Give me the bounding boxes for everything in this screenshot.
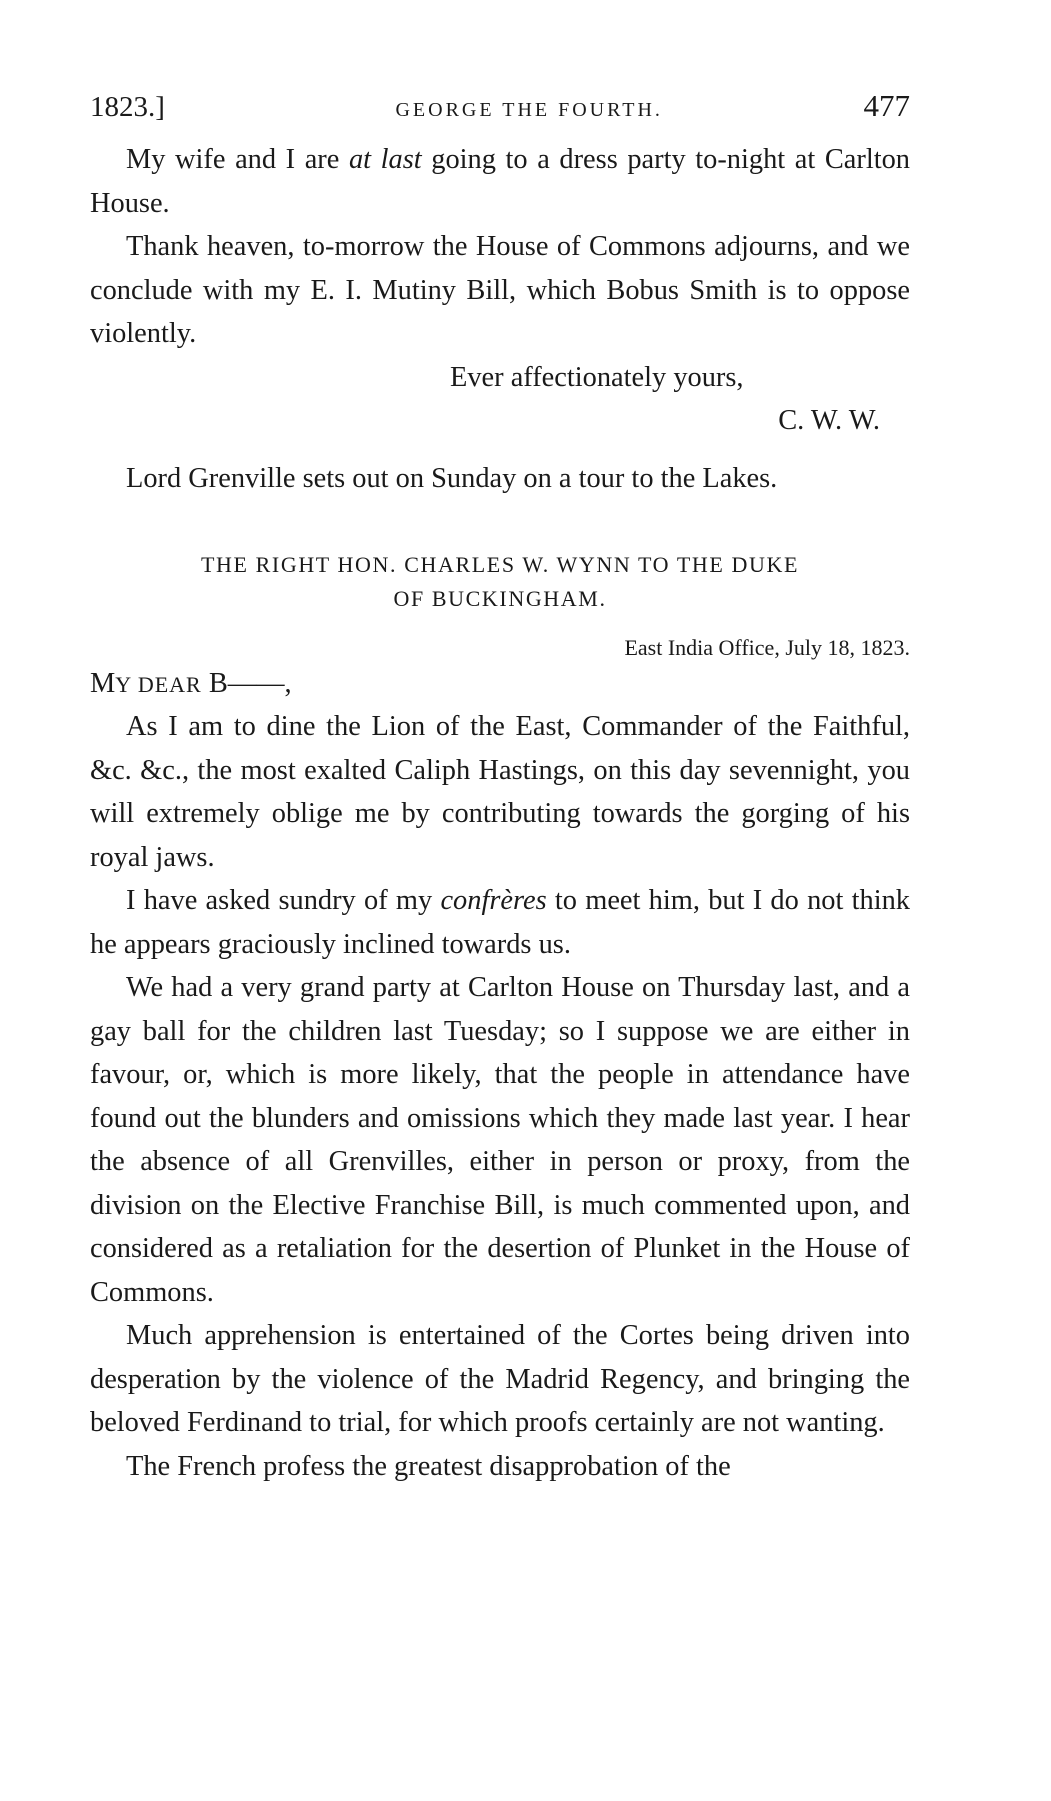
letter2-salutation	[90, 664, 910, 705]
letter2-paragraph-5: The French profess the greatest disapprobation of the	[126, 1450, 731, 1482]
letter1-signature: C. W. W.	[778, 405, 880, 436]
letter2-heading	[90, 548, 910, 616]
letter1-paragraph-2: Thank heaven, to-morrow the House of Commons adjourns, and we conclude with my E. I. Mutiny Bill, which Bobus Smith is to oppose violently.	[90, 231, 910, 349]
letter2-paragraph-4: Much apprehension is entertained of the Cortes being driven into desperation by the violence of the Madrid Regency, and bringing the beloved Ferdinand to trial, for which proofs certainly are not wanting.	[90, 1320, 910, 1438]
letter2-dateline: East India Office, July 18, 1823.	[624, 635, 910, 660]
salutation-small-caps: Y DEAR	[115, 672, 202, 697]
italic-phrase: confrères	[440, 885, 547, 916]
letter2-heading-line-1: THE RIGHT HON. CHARLES W. WYNN TO THE DUKE	[200, 552, 800, 577]
text-run: to meet him, but I do not think he appears graciously inclined towards us.	[90, 885, 910, 960]
running-head	[90, 88, 910, 138]
letter1-paragraph-1	[90, 138, 910, 225]
letter2-paragraph-2	[90, 879, 910, 966]
book-page	[90, 88, 910, 1488]
italic-phrase: at last	[348, 144, 422, 175]
header-title: GEORGE THE FOURTH.	[395, 99, 663, 121]
page-number: 477	[863, 88, 910, 123]
letter1-postscript: Lord Grenville sets out on Sunday on a tour to the Lakes.	[126, 462, 778, 494]
salutation-initial: M	[90, 668, 116, 699]
text-run: going to a dress party to-night at Carlton House.	[90, 144, 910, 219]
letter1-closing: Ever affectionately yours,	[450, 361, 744, 393]
letter2-paragraph-3: We had a very grand party at Carlton House on Thursday last, and a gay ball for the children last Tuesday; so I suppose we are either in favour, or, which is more likely, that the people in attendance have found out the blunders and omissions which they made last year. I hear the absence of all Grenvilles, either in person or proxy, from the division on the Elective Franchise Bill, is much commented upon, and considered as a retaliation for the desertion of Plunket in the House of Commons.	[90, 972, 910, 1308]
letter-2-body	[90, 705, 910, 1488]
salutation-name: B——,	[201, 668, 292, 699]
letter2-paragraph-1: As I am to dine the Lion of the East, Commander of the Faithful, &c. &c., the most exalted Caliph Hastings, on this day sevennight, you will extremely oblige me by contributing towards the gorging of his royal jaws.	[90, 711, 910, 873]
letter-1	[90, 138, 910, 500]
text-run: My wife and I are	[126, 144, 349, 175]
header-year: 1823.]	[90, 91, 165, 123]
text-run: I have asked sundry of my	[126, 885, 441, 916]
letter2-heading-line-2: OF BUCKINGHAM.	[393, 586, 607, 611]
